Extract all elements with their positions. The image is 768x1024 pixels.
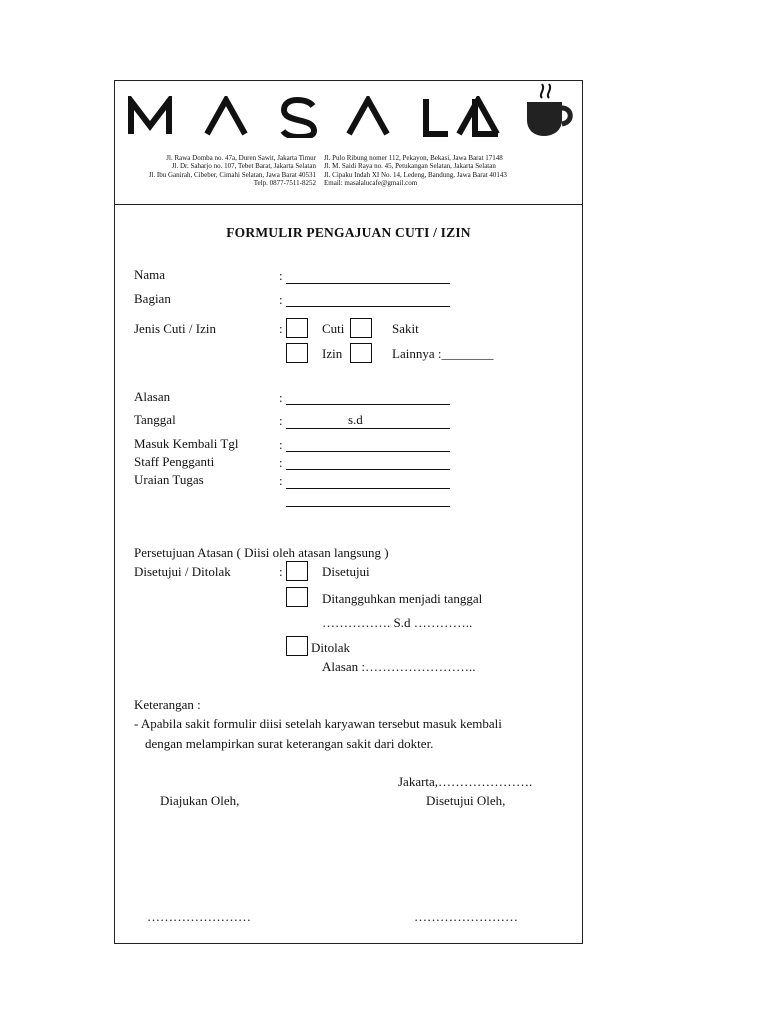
approval-label: Disetujui / Ditolak xyxy=(134,564,231,579)
alasan-label: Alasan xyxy=(134,389,171,404)
uraian-field-2[interactable] xyxy=(286,506,450,507)
logo-letter-a2 xyxy=(349,100,387,134)
logo-letter-s xyxy=(283,100,314,137)
header-divider xyxy=(114,204,583,205)
notes-heading: Keterangan : xyxy=(134,697,201,712)
colon: : xyxy=(279,455,283,470)
signature-line-left: …………………… xyxy=(147,909,251,924)
sakit-label: Sakit xyxy=(392,321,419,336)
address-line: Jl. Dr. Saharjo no. 107, Tebet Barat, Jakarta Selatan xyxy=(171,162,316,171)
address-line: Jl. Rawa Domba no. 47a, Duren Sawit, Jakarta Timur xyxy=(166,154,316,162)
sakit-checkbox[interactable] xyxy=(350,318,372,338)
address-line: Jl. Ibu Ganirah, Cibeber, Cimahi Selatan, Jawa Barat 40531 xyxy=(148,170,316,179)
submitted-by: Diajukan Oleh, xyxy=(160,793,240,808)
izin-label: Izin xyxy=(322,346,343,361)
ditolak-label: Ditolak xyxy=(311,640,350,655)
cuti-checkbox[interactable] xyxy=(286,318,308,338)
logo-wordmark xyxy=(126,96,506,138)
ditangguhkan-checkbox[interactable] xyxy=(286,587,308,607)
ditolak-checkbox[interactable] xyxy=(286,636,308,656)
colon: : xyxy=(279,390,283,405)
lainnya-checkbox[interactable] xyxy=(350,343,372,363)
nama-field[interactable] xyxy=(286,283,450,284)
form-title: FORMULIR PENGAJUAN CUTI / IZIN xyxy=(226,225,471,240)
ditolak-alasan: Alasan :…………………….. xyxy=(322,659,476,674)
uraian-label: Uraian Tugas xyxy=(134,472,204,487)
addresses-left xyxy=(149,154,316,188)
notes-line-1: - Apabila sakit formulir diisi setelah karyawan tersebut masuk kembali xyxy=(134,716,502,731)
signature-line-right: …………………… xyxy=(414,909,518,924)
lainnya-label: Lainnya :________ xyxy=(392,346,494,361)
izin-checkbox[interactable] xyxy=(286,343,308,363)
tanggal-sd: s.d xyxy=(348,412,363,427)
colon: : xyxy=(279,321,283,336)
approved-by: Disetujui Oleh, xyxy=(426,793,506,808)
staff-field[interactable] xyxy=(286,469,450,470)
disetujui-checkbox[interactable] xyxy=(286,561,308,581)
jenis-label: Jenis Cuti / Izin xyxy=(134,321,216,336)
form-frame xyxy=(114,80,583,944)
colon: : xyxy=(279,473,283,488)
logo-letter-l xyxy=(426,99,448,134)
logo-letter-l2 xyxy=(470,96,504,138)
cuti-label: Cuti xyxy=(322,321,345,336)
logo-letter-m xyxy=(131,101,169,134)
masuk-field[interactable] xyxy=(286,451,450,452)
colon: : xyxy=(279,292,283,307)
notes-line-2: dengan melampirkan surat keterangan sakit dari dokter. xyxy=(145,736,434,751)
nama-label: Nama xyxy=(134,267,166,282)
colon: : xyxy=(279,268,283,283)
email-line: Email: masalalucafe@gmail.com xyxy=(324,179,418,188)
address-line: Jl. Cipaku Indah XI No. 14, Ledeng, Bandung, Jawa Barat 40143 xyxy=(324,170,507,179)
colon: : xyxy=(279,564,283,579)
logo-letter-a xyxy=(207,100,245,134)
disetujui-label: Disetujui xyxy=(322,564,370,579)
address-line: Jl. Pulo Ribung nomer 112, Pekayon, Bekasi, Jawa Barat 17148 xyxy=(324,154,503,162)
colon: : xyxy=(279,413,283,428)
place-date: Jakarta,…………………. xyxy=(398,774,533,789)
tanggal-label: Tanggal xyxy=(134,412,176,427)
bagian-label: Bagian xyxy=(134,291,171,306)
addresses-right xyxy=(324,154,507,188)
coffee-cup-icon xyxy=(524,80,576,138)
staff-label: Staff Pengganti xyxy=(134,454,215,469)
phone-line: Telp. 0877-7511-8252 xyxy=(253,179,316,188)
address-line: Jl. M. Saidi Raya no. 45, Petukangan Selatan, Jakarta Selatan xyxy=(324,162,496,171)
uraian-field[interactable] xyxy=(286,488,450,489)
alasan-field[interactable] xyxy=(286,404,450,405)
masuk-label: Masuk Kembali Tgl xyxy=(134,436,239,451)
colon: : xyxy=(279,437,283,452)
tangguh-range: ……………. S.d ………….. xyxy=(322,615,473,630)
approval-heading: Persetujuan Atasan ( Diisi oleh atasan langsung ) xyxy=(134,545,389,560)
tanggal-field[interactable] xyxy=(286,428,450,429)
bagian-field[interactable] xyxy=(286,306,450,307)
ditangguhkan-label: Ditangguhkan menjadi tanggal xyxy=(322,591,483,606)
